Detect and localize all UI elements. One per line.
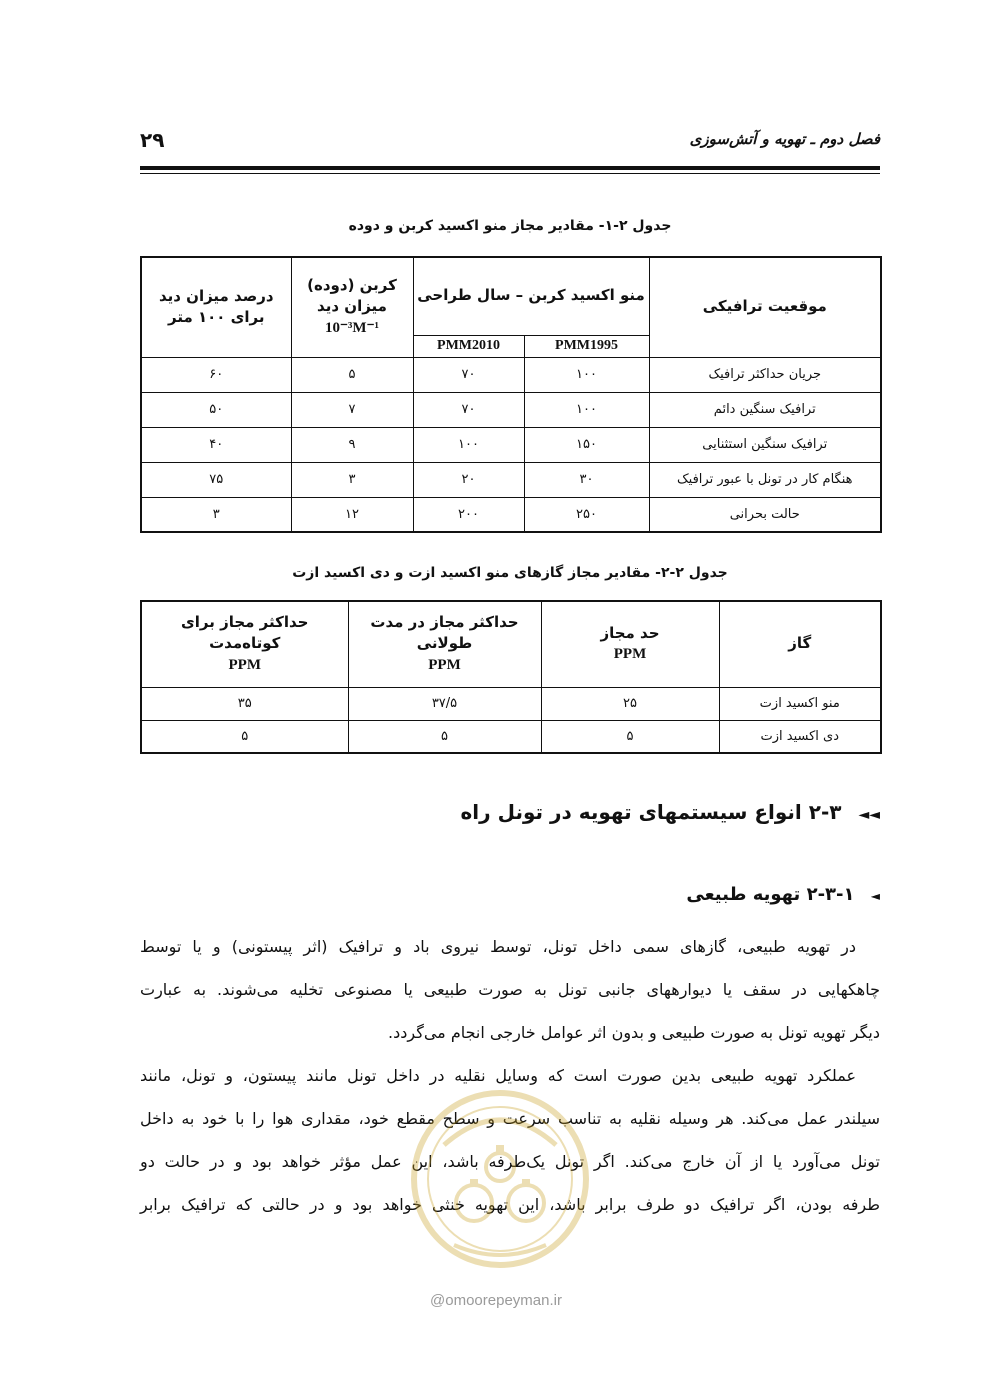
table1-caption: جدول ۲-۱- مقادیر مجاز منو اکسید کربن و دوده — [348, 218, 672, 234]
cell-short-term: ۵ — [141, 720, 348, 753]
header-long-unit: PPM — [428, 657, 461, 674]
cell-pmm2010: ۲۰ — [413, 462, 524, 497]
table-row — [141, 497, 881, 532]
cell-pmm2010: ۱۰۰ — [413, 427, 524, 462]
table-row — [141, 427, 881, 462]
cell-pmm1995: ۱۰۰ — [524, 357, 649, 392]
paragraph-line: دیگر تهویه تونل به صورت طبیعی و بدون اثر عوامل خارجی انجام می‌گردد. — [388, 1023, 880, 1042]
cell-soot: ۱۲ — [291, 497, 413, 532]
header-long-line2: طولانی — [416, 634, 473, 653]
header-visibility-line2: برای ۱۰۰ متر — [167, 308, 265, 327]
section-heading — [461, 800, 881, 824]
cell-gas: دی اکسید ازت — [719, 720, 881, 753]
cell-visibility: ۴۰ — [141, 427, 291, 462]
cell-visibility: ۶۰ — [141, 357, 291, 392]
cell-soot: ۵ — [291, 357, 413, 392]
section-heading-text: ۲-۳ انواع سیستمهای تهویه در تونل راه — [460, 800, 842, 824]
cell-pmm2010: ۷۰ — [413, 392, 524, 427]
footer-url — [0, 1292, 992, 1309]
cell-limit: ۵ — [541, 720, 719, 753]
cell-location: ترافیک سنگین استثنایی — [649, 427, 881, 462]
cell-soot: ۹ — [291, 427, 413, 462]
cell-pmm2010: ۷۰ — [413, 357, 524, 392]
paragraph-line: طرفه بودن، اگر ترافیک دو طرف برابر باشد، این تهویه خنثی خواهد بود و در حالتی که ترافیک برابر — [140, 1195, 880, 1214]
cell-pmm2010: ۲۰۰ — [413, 497, 524, 532]
header-limit — [541, 601, 719, 687]
subsection-heading — [686, 884, 880, 905]
header-location: موقعیت ترافیکی — [649, 257, 881, 357]
table-row — [141, 720, 881, 753]
header-rule-thin — [140, 173, 880, 174]
cell-location: حالت بحرانی — [649, 497, 881, 532]
header-limit-unit: PPM — [613, 646, 647, 663]
cell-pmm1995: ۱۰۰ — [524, 392, 649, 427]
cell-location: جریان حداکثر ترافیک — [649, 357, 881, 392]
paragraph-line: عملکرد تهویه طبیعی بدین صورت است که وسایل نقلیه در داخل تونل مانند پیستون، و تونل، مانند — [140, 1066, 856, 1085]
paragraph-line: چاهکهایی در سقف یا دیوارههای جانبی تونل به صورت طبیعی یا مصنوعی تخلیه می‌شوند. به عبارت — [140, 980, 880, 999]
header-long-line1: حداکثر مجاز در مدت — [370, 612, 519, 631]
footer-url-text: omoorepeyman.ir — [445, 1292, 562, 1309]
table2-caption: جدول ۲-۲- مقادیر مجاز گازهای منو اکسید ازت و دی اکسید ازت — [292, 565, 728, 581]
at-icon: @ — [430, 1292, 446, 1309]
header-soot-line1: کربن (دوده) — [307, 275, 397, 294]
page-number: ۲۹ — [140, 128, 165, 152]
arrow-icon: ◄ — [870, 889, 880, 903]
table-row — [141, 462, 881, 497]
header-co-group: منو اکسید کربن – سال طراحی — [413, 257, 649, 335]
header-visibility — [141, 257, 291, 357]
header-gas: گاز — [719, 601, 881, 687]
cell-short-term: ۳۵ — [141, 687, 348, 720]
header-short-term — [141, 601, 348, 687]
double-arrow-icon: ◄◄ — [858, 807, 880, 823]
paragraph — [140, 925, 880, 1054]
cell-long-term: ۳۷/۵ — [348, 687, 541, 720]
table-row — [141, 357, 881, 392]
cell-visibility: ۷۵ — [141, 462, 291, 497]
table-nox-limits — [140, 600, 882, 754]
cell-location: ترافیک سنگین دائم — [649, 392, 881, 427]
chapter-title: فصل دوم ـ تهویه و آتش‌سوزی — [689, 130, 880, 148]
header-pmm2010: PMM2010 — [413, 335, 524, 357]
header-short-line2: کوتاه‌مدت — [209, 634, 281, 653]
header-short-unit: PPM — [228, 657, 261, 674]
cell-pmm1995: ۲۵۰ — [524, 497, 649, 532]
header-soot-line2: میزان دید — [317, 297, 387, 316]
watermark-seal-icon — [404, 1075, 596, 1275]
cell-soot: ۷ — [291, 392, 413, 427]
cell-long-term: ۵ — [348, 720, 541, 753]
paragraph-line: سیلندر عمل می‌کند. هر وسیله نقلیه به تناسب سرعت و سطح مقطع خود، مقداری هوا را با خود به داخل — [140, 1109, 880, 1128]
paragraph-line: تونل می‌آورد یا از آن خارج می‌کند. اگر تونل یک‌طرفه باشد، این عمل مؤثر خواهد بود و در حالت دو — [140, 1152, 880, 1171]
cell-visibility: ۵۰ — [141, 392, 291, 427]
header-short-line1: حداکثر مجاز برای — [181, 612, 309, 631]
cell-location: هنگام کار در تونل با عبور ترافیک — [649, 462, 881, 497]
subsection-heading-text: ۲-۳-۱ تهویه طبیعی — [686, 884, 855, 905]
page-header — [140, 128, 880, 164]
table-row — [141, 687, 881, 720]
table-co-soot-limits — [140, 256, 882, 533]
cell-visibility: ۳ — [141, 497, 291, 532]
cell-soot: ۳ — [291, 462, 413, 497]
cell-gas: منو اکسید ازت — [719, 687, 881, 720]
paragraph-line: در تهویه طبیعی، گازهای سمی داخل تونل، توسط نیروی باد و ترافیک (اثر پیستونی) و یا توسط — [140, 937, 856, 956]
table-row — [141, 392, 881, 427]
header-visibility-line1: درصد میزان دید — [158, 286, 274, 305]
header-pmm1995: PMM1995 — [524, 335, 649, 357]
cell-limit: ۲۵ — [541, 687, 719, 720]
header-soot — [291, 257, 413, 357]
cell-pmm1995: ۱۵۰ — [524, 427, 649, 462]
header-limit-line1: حد مجاز — [600, 623, 660, 642]
cell-pmm1995: ۳۰ — [524, 462, 649, 497]
header-long-term — [348, 601, 541, 687]
header-soot-unit: 10⁻³M⁻¹ — [325, 320, 379, 337]
header-rule — [140, 166, 880, 170]
